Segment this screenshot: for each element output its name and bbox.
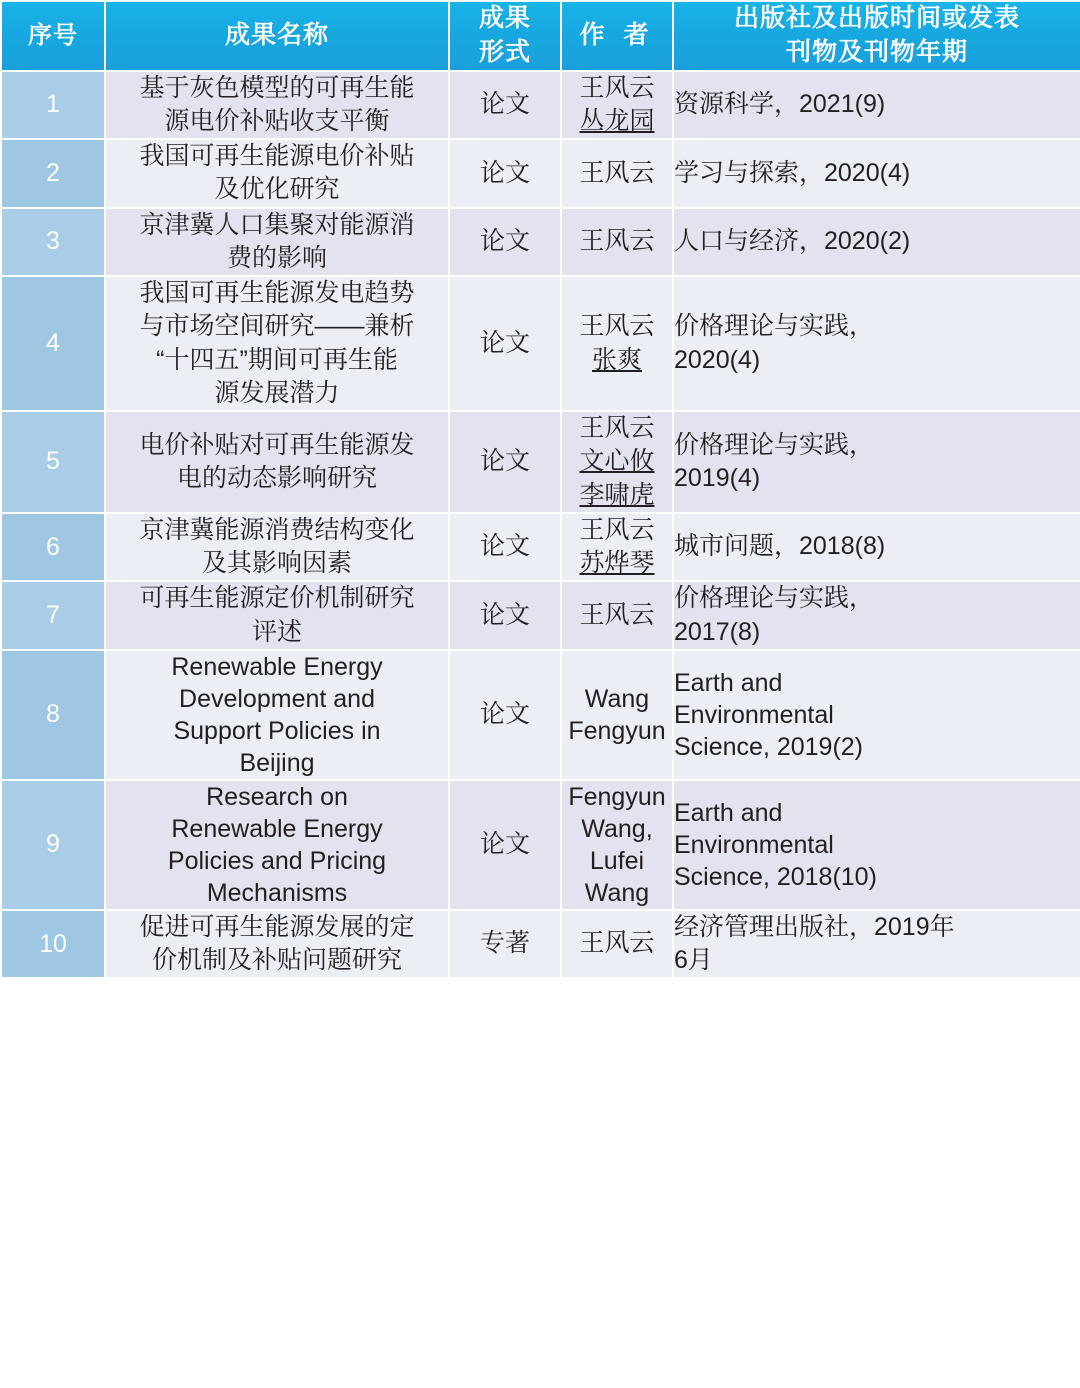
achievement-author xyxy=(561,581,673,650)
achievement-title-line: Renewable Energy xyxy=(171,652,383,681)
achievement-title-line: 评述 xyxy=(251,617,302,646)
achievement-title xyxy=(105,139,449,208)
table-body xyxy=(1,71,1080,979)
achievement-publication-line: 2020(4) xyxy=(674,345,761,374)
achievement-author xyxy=(561,71,673,140)
achievement-publication xyxy=(673,411,1080,513)
achievement-publication-line: 2019(4) xyxy=(674,463,761,492)
column-header-form-line2: 形式 xyxy=(478,37,531,66)
achievement-publication xyxy=(673,208,1080,277)
achievement-author-line: 王风云 xyxy=(579,414,655,442)
achievement-title-line: Policies and Pricing xyxy=(167,846,387,875)
achievement-publication xyxy=(673,581,1080,650)
row-index: 9 xyxy=(1,780,105,910)
column-header-no: 序号 xyxy=(1,1,105,71)
column-header-publication-line2: 刊物及刊物年期 xyxy=(785,37,968,66)
table-row xyxy=(1,910,1080,979)
achievement-author-line: 李啸虎 xyxy=(579,480,655,509)
achievement-title xyxy=(105,208,449,277)
achievement-publication xyxy=(673,780,1080,910)
achievement-title-line: 电的动态影响研究 xyxy=(176,463,377,492)
achievement-title xyxy=(105,650,449,780)
achievement-author xyxy=(561,139,673,208)
achievement-form: 论文 xyxy=(449,513,561,582)
achievement-author xyxy=(561,513,673,582)
achievement-publication xyxy=(673,513,1080,582)
table-row xyxy=(1,780,1080,910)
achievement-title xyxy=(105,910,449,979)
achievement-title-line: 我国可再生能源电价补贴 xyxy=(139,142,415,170)
achievement-title-line: Renewable Energy xyxy=(171,814,383,843)
achievement-publication-line: Earth and xyxy=(674,668,783,697)
row-index: 3 xyxy=(1,208,105,277)
achievement-title-line: 基于灰色模型的可再生能 xyxy=(139,73,415,102)
table-row xyxy=(1,411,1080,513)
column-header-title: 成果名称 xyxy=(105,1,449,71)
row-index: 4 xyxy=(1,276,105,411)
achievement-title-line: 可再生能源定价机制研究 xyxy=(139,584,415,613)
achievement-publication xyxy=(673,650,1080,780)
row-index: 5 xyxy=(1,411,105,513)
achievement-form: 论文 xyxy=(449,411,561,513)
column-header-publication-line1: 出版社及出版时间或发表 xyxy=(733,4,1020,32)
achievement-author xyxy=(561,276,673,411)
achievement-title-line: “十四五”期间可再生能 xyxy=(156,345,398,374)
column-header-publication xyxy=(673,1,1080,71)
achievement-author-line: 王风云 xyxy=(579,158,655,187)
achievement-form: 专著 xyxy=(449,910,561,979)
achievement-author-line: Lufei xyxy=(589,846,645,875)
achievement-publication-line: 人口与经济，2020(2) xyxy=(674,227,911,256)
achievement-title xyxy=(105,411,449,513)
achievement-author-line: 王风云 xyxy=(579,312,655,341)
achievement-form: 论文 xyxy=(449,780,561,910)
row-index: 1 xyxy=(1,71,105,140)
table-row xyxy=(1,650,1080,780)
achievement-author-line: 丛龙园 xyxy=(579,106,655,135)
achievement-title-line: 电价补贴对可再生能源发 xyxy=(139,430,415,459)
achievement-title-line: 促进可再生能源发展的定 xyxy=(139,912,415,941)
achievement-author-line: Fengyun xyxy=(568,782,666,811)
achievement-publication xyxy=(673,276,1080,411)
achievement-author-line: 王风云 xyxy=(579,600,655,629)
achievement-title-line: 源电价补贴收支平衡 xyxy=(164,106,390,135)
table-row xyxy=(1,71,1080,140)
achievement-publication-line: Science, 2019(2) xyxy=(674,732,864,761)
achievement-form: 论文 xyxy=(449,650,561,780)
achievement-title xyxy=(105,780,449,910)
achievement-publication-line: 学习与探索，2020(4) xyxy=(674,158,911,187)
achievement-author xyxy=(561,650,673,780)
achievement-publication-line: 城市问题，2018(8) xyxy=(674,532,886,561)
achievement-author-line: 王风云 xyxy=(579,227,655,256)
achievement-publication-line: 价格理论与实践， xyxy=(674,312,875,341)
achievement-form: 论文 xyxy=(449,276,561,411)
achievement-publication-line: Science, 2018(10) xyxy=(674,862,877,891)
achievement-publication-line: 资源科学，2021(9) xyxy=(674,90,886,119)
row-index: 7 xyxy=(1,581,105,650)
achievement-title-line: 及优化研究 xyxy=(214,175,340,204)
achievement-publication-line: Earth and xyxy=(674,798,783,827)
achievement-publication-line: 2017(8) xyxy=(674,617,761,646)
achievement-author-line: 王风云 xyxy=(579,515,655,544)
achievement-title-line: 京津冀人口集聚对能源消 xyxy=(139,210,415,239)
achievement-title-line: 京津冀能源消费结构变化 xyxy=(139,515,415,544)
achievement-publication-line: 价格理论与实践， xyxy=(674,584,875,613)
achievement-publication xyxy=(673,910,1080,979)
achievement-author-line: 张爽 xyxy=(591,345,642,374)
table-header xyxy=(1,1,1080,71)
achievement-title-line: Support Policies in xyxy=(173,716,381,745)
achievement-author-line: 文心攸 xyxy=(579,447,655,476)
achievement-title-line: 与市场空间研究——兼析 xyxy=(139,312,415,341)
achievement-author-line: Wang, xyxy=(581,814,653,843)
achievement-author-line: 王风云 xyxy=(579,929,655,958)
table-row xyxy=(1,276,1080,411)
achievement-author xyxy=(561,208,673,277)
achievement-title-line: Mechanisms xyxy=(206,878,348,907)
achievement-title-line: Beijing xyxy=(239,748,315,777)
achievement-form: 论文 xyxy=(449,139,561,208)
achievement-author xyxy=(561,411,673,513)
achievement-author xyxy=(561,780,673,910)
achievement-title-line: 源发展潜力 xyxy=(214,378,340,407)
achievement-title xyxy=(105,513,449,582)
achievement-author-line: Fengyun xyxy=(568,716,666,745)
column-header-author: 作 者 xyxy=(561,1,673,71)
achievement-publication-line: 价格理论与实践， xyxy=(674,430,875,459)
achievement-title-line: 费的影响 xyxy=(226,243,327,272)
achievement-title-line: 我国可再生能源发电趋势 xyxy=(139,279,415,307)
table-row xyxy=(1,208,1080,277)
achievement-form: 论文 xyxy=(449,581,561,650)
achievement-title-line: 及其影响因素 xyxy=(201,549,352,577)
row-index: 8 xyxy=(1,650,105,780)
achievement-author xyxy=(561,910,673,979)
table-row xyxy=(1,139,1080,208)
achievement-title-line: Research on xyxy=(206,782,348,811)
achievement-author-line: Wang xyxy=(584,684,650,713)
achievement-author-line: 王风云 xyxy=(579,73,655,102)
achievement-title-line: Development and xyxy=(179,684,375,713)
achievement-publication xyxy=(673,71,1080,140)
achievement-publication-line: 经济管理出版社，2019年 xyxy=(674,912,955,941)
table-row xyxy=(1,513,1080,582)
row-index: 6 xyxy=(1,513,105,582)
achievement-publication xyxy=(673,139,1080,208)
table-header-row xyxy=(1,1,1080,71)
achievement-title xyxy=(105,276,449,411)
achievement-title xyxy=(105,71,449,140)
achievement-publication-line: Environmental xyxy=(674,830,834,859)
table-row xyxy=(1,581,1080,650)
achievement-form: 论文 xyxy=(449,71,561,140)
achievement-form: 论文 xyxy=(449,208,561,277)
row-index: 2 xyxy=(1,139,105,208)
column-header-form-line1: 成果 xyxy=(478,4,531,32)
achievement-publication-line: Environmental xyxy=(674,700,834,729)
achievement-author-line: 苏烨琴 xyxy=(579,549,655,577)
achievement-title xyxy=(105,581,449,650)
achievement-author-line: Wang xyxy=(584,878,650,907)
column-header-form xyxy=(449,1,561,71)
row-index: 10 xyxy=(1,910,105,979)
achievement-publication-line: 6月 xyxy=(674,946,713,974)
achievement-title-line: 价机制及补贴问题研究 xyxy=(151,946,402,974)
